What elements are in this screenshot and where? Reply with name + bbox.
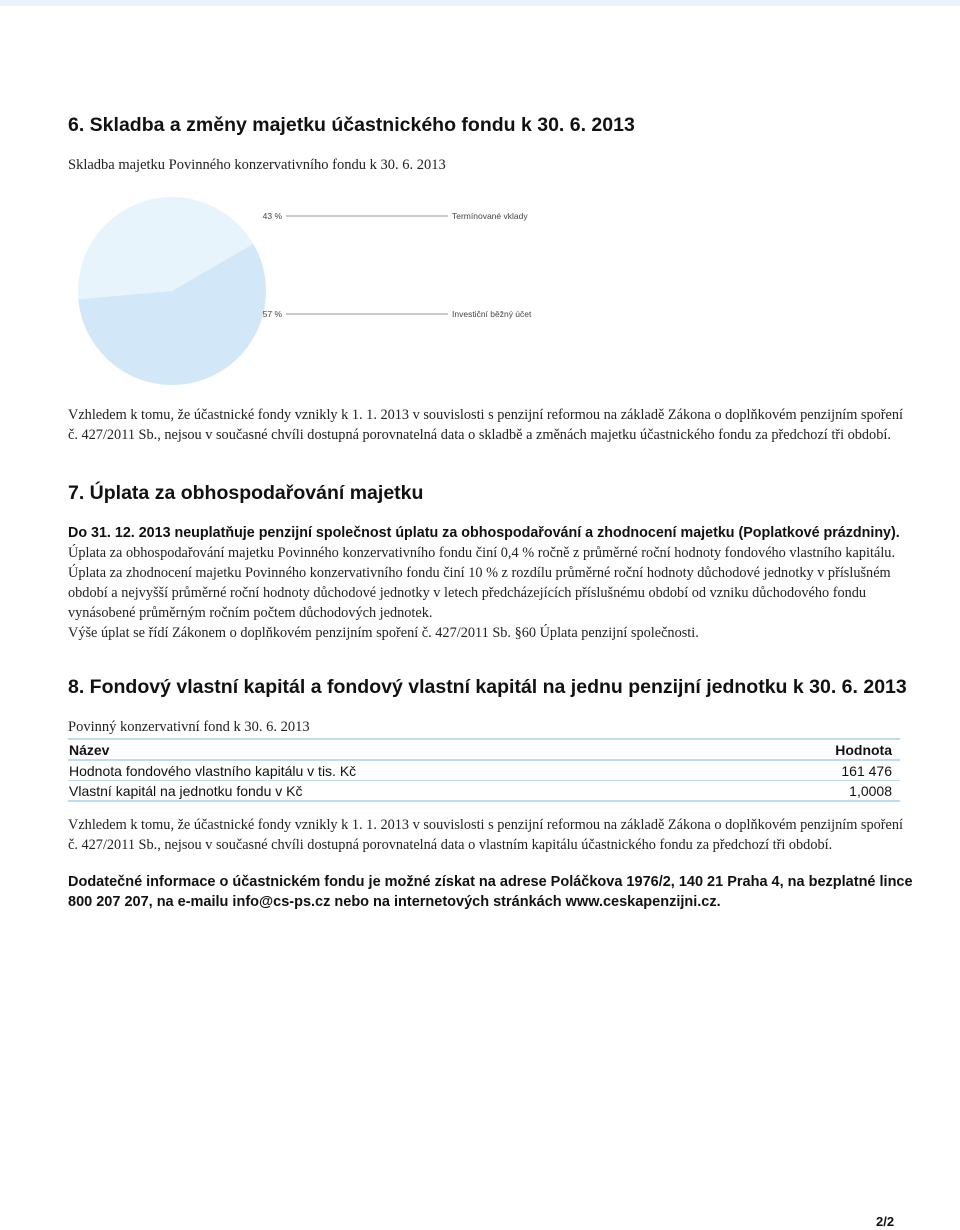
slice-percent-label: 57 % bbox=[262, 309, 282, 319]
section-6-heading: 6. Skladba a změny majetku účastnického fondu k 30. 6. 2013 bbox=[68, 114, 635, 136]
row-value: 1,0008 bbox=[849, 782, 892, 799]
text-line: Úplata za obhospodařování majetku Povinného konzervativního fondu činí 0,4 % ročně z průměrné roční hodnoty fondového vlastního kapitálu. bbox=[68, 545, 896, 561]
column-header-name: Název bbox=[69, 741, 110, 758]
fund-capital-table bbox=[68, 738, 900, 802]
table-row bbox=[68, 760, 900, 781]
section-8-heading: 8. Fondový vlastní kapitál a fondový vlastní kapitál na jednu penzijní jednotku k 30. 6. 2013 bbox=[68, 676, 907, 698]
slice-percent-label: 43 % bbox=[262, 211, 282, 221]
composition-pie-chart bbox=[60, 190, 580, 395]
text-line: Výše úplat se řídí Zákonem o doplňkovém penzijním spoření č. 427/2011 Sb. §60 Úplata penzijní společnosti. bbox=[68, 625, 699, 641]
row-label: Hodnota fondového vlastního kapitálu v tis. Kč bbox=[69, 762, 357, 779]
additional-info bbox=[68, 872, 913, 912]
section-6-note bbox=[68, 405, 908, 445]
section-7-heading: 7. Úplata za obhospodařování majetku bbox=[68, 482, 424, 504]
note-line: č. 427/2011 Sb., nejsou v současné chvíli dostupná porovnatelná data o vlastním kapitálu účastnického fondu za předchozí tři období. bbox=[68, 837, 833, 853]
slice-category-label: Termínované vklady bbox=[452, 211, 528, 221]
text-line: Úplata za zhodnocení majetku Povinného konzervativního fondu činí 10 % z rozdílu průměrné roční hodnoty důchodové jednotky v příslušném bbox=[68, 565, 891, 581]
fee-holiday-statement: Do 31. 12. 2013 neuplatňuje penzijní společnost úplatu za obhospodařování a zhodnocení majetku (Poplatkové prázdniny). bbox=[68, 525, 900, 541]
slice-category-label: Investiční běžný účet bbox=[452, 309, 532, 319]
info-line: Dodatečné informace o účastnickém fondu je možné získat na adrese Poláčkova 1976/2, 140 21 Praha 4, na bezplatné lince bbox=[68, 874, 913, 890]
section-7-text bbox=[68, 543, 908, 643]
info-line: 800 207 207, na e-mailu info@cs-ps.cz nebo na internetových stránkách www.ceskapenzijni.cz. bbox=[68, 894, 721, 910]
note-line: č. 427/2011 Sb., nejsou v současné chvíli dostupná porovnatelná data o skladbě a změnách majetku účastnického fondu za předchozí tři období. bbox=[68, 427, 891, 443]
note-line: Vzhledem k tomu, že účastnické fondy vznikly k 1. 1. 2013 v souvislosti s penzijní reformou na základě Zákona o doplňkovém penzijním spoření bbox=[68, 407, 903, 423]
text-line: období a nejvyšší průměrné roční hodnoty důchodové jednotky v letech předcházejících příslušnému období od vzniku důchodového fondu bbox=[68, 585, 867, 601]
table-row bbox=[68, 781, 900, 802]
section-6-subheading: Skladba majetku Povinného konzervativního fondu k 30. 6. 2013 bbox=[68, 157, 446, 173]
row-value: 161 476 bbox=[841, 762, 892, 779]
column-header-value: Hodnota bbox=[835, 741, 892, 758]
section-8-subheading: Povinný konzervativní fond k 30. 6. 2013 bbox=[68, 719, 310, 735]
table-header-row bbox=[68, 739, 900, 760]
top-bar bbox=[0, 0, 960, 6]
text-line: vynásobené průměrným ročním počtem důchodových jednotek. bbox=[68, 605, 433, 621]
section-8-note bbox=[68, 815, 908, 855]
page-number: 2/2 bbox=[876, 1214, 895, 1229]
note-line: Vzhledem k tomu, že účastnické fondy vznikly k 1. 1. 2013 v souvislosti s penzijní reformou na základě Zákona o doplňkovém penzijním spoření bbox=[68, 817, 903, 833]
row-label: Vlastní kapitál na jednotku fondu v Kč bbox=[69, 782, 303, 799]
